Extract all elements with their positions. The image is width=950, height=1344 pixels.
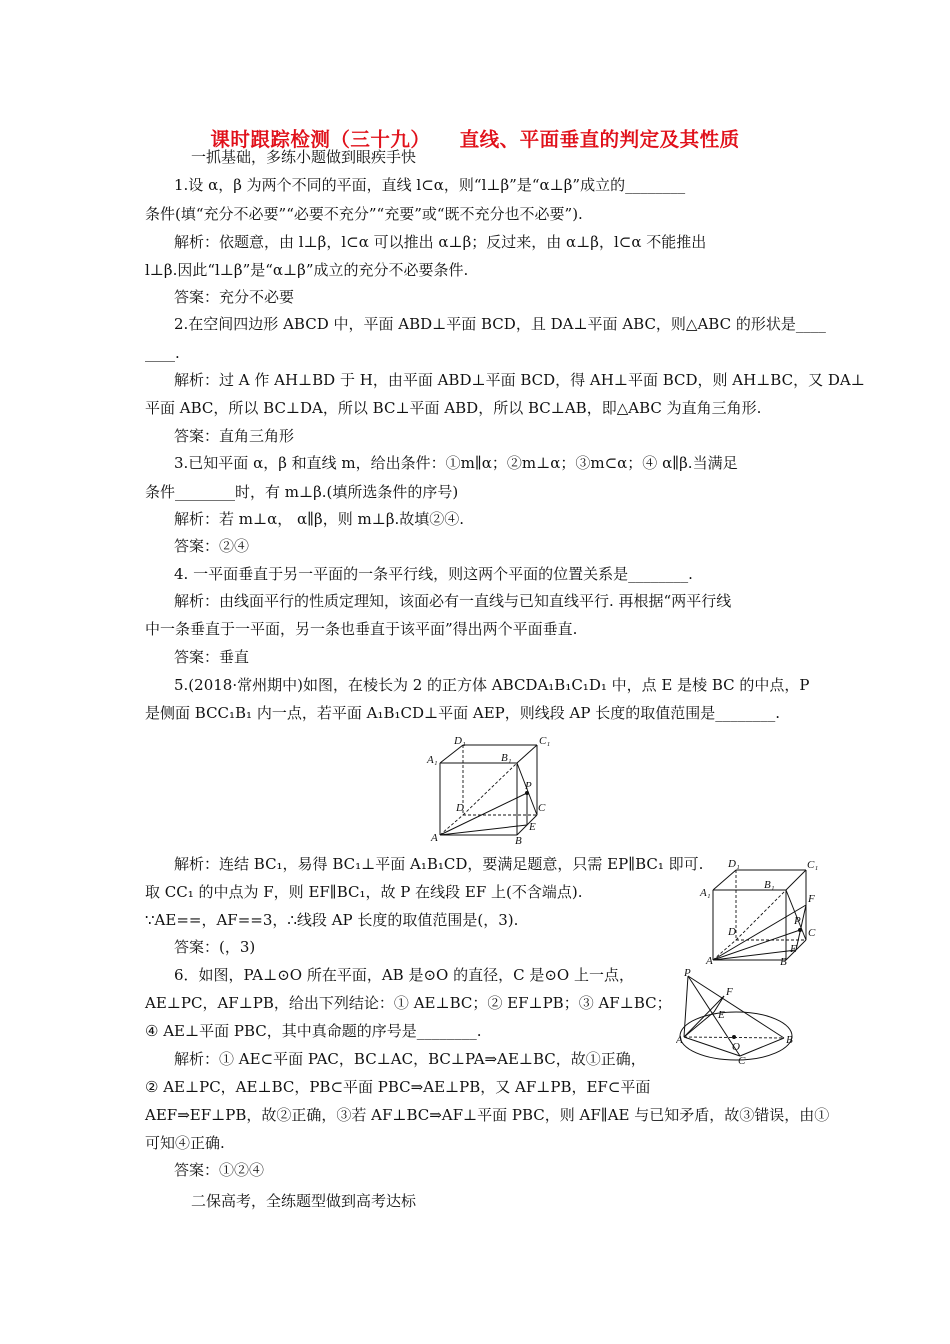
q5-solution-line2: 取 CC₁ 的中点为 F，则 EF∥BC₁，故 P 在线段 EF 上(不含端点).	[145, 883, 583, 901]
fig1-label-d1: D₁	[454, 735, 466, 747]
fig2-label-d: D	[728, 926, 736, 938]
q2-stem-line1: 2.在空间四边形 ABCD 中，平面 ABD⊥平面 BCD，且 DA⊥平面 ABC，则△ABC 的形状是____	[174, 315, 826, 333]
q2-solution-line1: 解析：过 A 作 AH⊥BD 于 H，由平面 ABD⊥平面 BCD，得 AH⊥平面 BCD，则 AH⊥BC，又 DA⊥	[174, 371, 865, 389]
fig3-label-a: A	[676, 1034, 683, 1046]
q6-stem-line2: AE⊥PC，AF⊥PB，给出下列结论：① AE⊥BC；② EF⊥PB；③ AF⊥BC；	[145, 994, 672, 1012]
fig2-label-b: B	[780, 956, 787, 967]
fig1-label-c1: C₁	[539, 735, 551, 747]
q1-answer: 答案：充分不必要	[174, 288, 295, 306]
fig3-label-e: E	[718, 1009, 725, 1021]
q4-solution-line1: 解析：由线面平行的性质定理知，该面必有一直线与已知直线平行. 再根据“两平行线	[174, 592, 732, 610]
fig2-label-p: P	[794, 915, 801, 927]
fig3-label-p: P	[684, 967, 691, 979]
section-heading-1: 一抓基础，多练小题做到眼疾手快	[191, 148, 417, 166]
q4-stem-line1: 4. 一平面垂直于另一平面的一条平行线，则这两个平面的位置关系是________.	[174, 565, 693, 583]
q6-stem-line1: 6．如图，PA⊥⊙O 所在平面，AB 是⊙O 的直径，C 是⊙O 上一点，	[174, 966, 634, 984]
q2-stem-line2: ____.	[145, 344, 180, 362]
circle-figure	[676, 964, 806, 1064]
q1-solution-line1: 解析：依题意，由 l⊥β，l⊂α 可以推出 α⊥β；反过来，由 α⊥β，l⊂α 不能推出	[174, 233, 707, 251]
q1-stem-line1: 1.设 α，β 为两个不同的平面，直线 l⊂α，则“l⊥β”是“α⊥β”成立的________	[174, 176, 686, 194]
fig1-label-b: B	[515, 835, 522, 845]
fig3-label-f: F	[726, 986, 733, 998]
fig2-label-b1: B₁	[764, 879, 775, 891]
cube-figure-2	[698, 852, 823, 967]
q6-stem-line3: ④ AE⊥平面 PBC，其中真命题的序号是________.	[145, 1022, 482, 1040]
q1-solution-line2: l⊥β.因此“l⊥β”是“α⊥β”成立的充分不必要条件.	[145, 261, 469, 279]
fig1-label-b1: B₁	[501, 752, 512, 764]
fig2-label-a: A	[706, 955, 713, 967]
q4-answer: 答案：垂直	[174, 648, 250, 666]
fig2-label-e: E	[790, 943, 797, 955]
fig1-label-p: P	[525, 780, 532, 792]
q6-solution-line4: 可知④正确.	[145, 1134, 225, 1152]
fig3-label-o: O	[732, 1041, 740, 1053]
q2-answer: 答案：直角三角形	[174, 427, 295, 445]
page-title: 课时跟踪检测（三十九） 直线、平面垂直的判定及其性质	[210, 128, 740, 151]
q1-stem-line2: 条件(填“充分不必要”“必要不充分”“充要”或“既不充分也不必要”).	[145, 205, 583, 223]
q4-solution-line2: 中一条垂直于一平面，另一条也垂直于该平面”得出两个平面垂直.	[145, 620, 578, 638]
fig2-label-c: C	[808, 927, 816, 939]
q6-solution-line2: ② AE⊥PC，AE⊥BC，PB⊂平面 PBC⇒AE⊥PB，又 AF⊥PB，EF⊂平面	[145, 1078, 651, 1096]
fig2-label-d1: D₁	[728, 858, 740, 870]
fig1-label-e: E	[529, 821, 536, 833]
fig1-label-a: A	[431, 832, 438, 844]
q5-answer: 答案：(，3)	[174, 938, 256, 956]
q5-solution-line1: 解析：连结 BC₁，易得 BC₁⊥平面 A₁B₁CD，要满足题意，只需 EP∥BC₁ 即可.	[174, 855, 704, 873]
q3-stem-line1: 3.已知平面 α，β 和直线 m，给出条件：①m∥α；②m⊥α；③m⊂α；④ α∥β.当满足	[174, 454, 738, 472]
q6-solution-line3: AEF⇒EF⊥PB，故②正确，③若 AF⊥BC⇒AF⊥平面 PBC，则 AF∥AE 与已知矛盾，故③错误，由①	[145, 1106, 830, 1124]
q6-solution-line1: 解析：① AE⊂平面 PAC，BC⊥AC，BC⊥PA⇒AE⊥BC，故①正确，	[174, 1050, 646, 1068]
q3-solution-line1: 解析：若 m⊥α， α∥β，则 m⊥β.故填②④.	[174, 510, 465, 528]
q3-stem-line2: 条件________时，有 m⊥β.(填所选条件的序号)	[145, 483, 459, 501]
q5-stem-line2: 是侧面 BCC₁B₁ 内一点，若平面 A₁B₁CD⊥平面 AEP，则线段 AP 长度的取值范围是________.	[145, 704, 780, 722]
q3-answer: 答案：②④	[174, 537, 250, 555]
section-heading-2: 二保高考，全练题型做到高考达标	[191, 1192, 417, 1210]
fig1-label-c: C	[538, 802, 546, 814]
fig3-label-b: B	[786, 1034, 793, 1046]
fig3-label-c: C	[738, 1055, 746, 1064]
fig2-label-c1: C₁	[807, 859, 819, 871]
cube-figure-1	[425, 735, 565, 845]
q5-solution-line3: ∵AE==，AF==3，∴线段 AP 长度的取值范围是(，3).	[145, 911, 519, 929]
fig2-label-f: F	[808, 893, 815, 905]
fig1-label-a1: A₁	[427, 754, 438, 766]
q6-answer: 答案：①②④	[174, 1161, 265, 1179]
q2-solution-line2: 平面 ABC，所以 BC⊥DA，所以 BC⊥平面 ABD，所以 BC⊥AB，即△ABC 为直角三角形.	[145, 399, 762, 417]
fig1-label-d: D	[456, 802, 464, 814]
fig2-label-a1: A₁	[700, 887, 711, 899]
q5-stem-line1: 5.(2018·常州期中)如图，在棱长为 2 的正方体 ABCDA₁B₁C₁D₁ 中，点 E 是棱 BC 的中点，P	[174, 676, 810, 694]
